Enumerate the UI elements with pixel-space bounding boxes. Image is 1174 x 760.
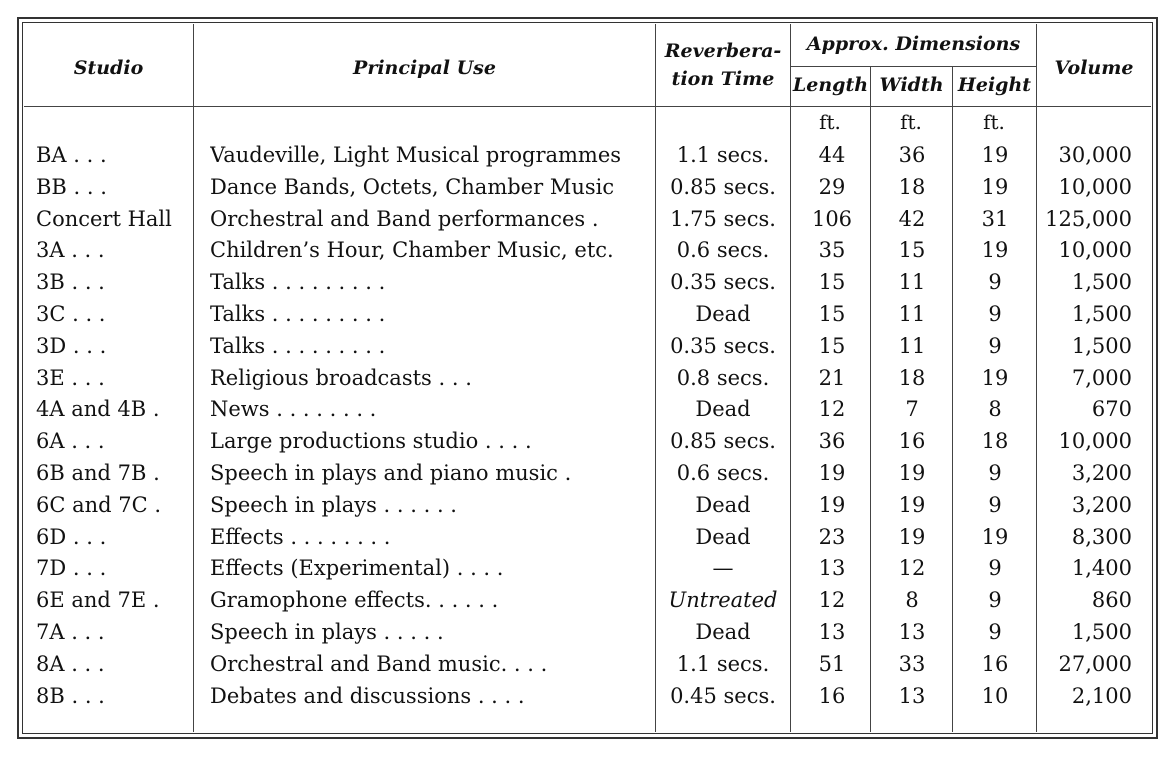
header-principal-use: Principal Use bbox=[353, 57, 496, 79]
studio-cell: 3D . . . bbox=[36, 333, 107, 358]
width-cell: 33 bbox=[898, 651, 926, 676]
width-cell: 18 bbox=[898, 365, 926, 390]
width-cell: 13 bbox=[898, 620, 926, 644]
length-cell: 16 bbox=[818, 683, 846, 708]
unit-width: ft. bbox=[900, 110, 922, 134]
studio-cell: Concert Hall bbox=[36, 206, 172, 231]
height-cell: 31 bbox=[981, 206, 1009, 231]
length-cell: 36 bbox=[818, 429, 846, 454]
length-cell: 12 bbox=[818, 397, 846, 422]
principal-use-cell: Effects (Experimental) . . . . bbox=[210, 556, 504, 581]
width-cell: 19 bbox=[898, 461, 926, 485]
studio-cell: 3E . . . bbox=[36, 365, 105, 390]
header-width: Width bbox=[879, 74, 944, 96]
height-cell: 9 bbox=[988, 461, 1002, 485]
height-cell: 10 bbox=[981, 683, 1009, 708]
width-cell: 12 bbox=[898, 556, 926, 581]
table-row bbox=[0, 171, 1174, 203]
principal-use-cell: Gramophone effects. . . . . . bbox=[210, 588, 499, 613]
width-cell: 19 bbox=[898, 492, 926, 517]
volume-cell: 3,200 bbox=[1071, 492, 1132, 517]
reverberation-cell: 0.85 secs. bbox=[670, 429, 776, 454]
reverberation-cell: 0.6 secs. bbox=[676, 238, 770, 263]
studio-cell: 6B and 7B . bbox=[36, 461, 160, 485]
principal-use-cell: Speech in plays and piano music . bbox=[210, 461, 572, 485]
width-cell: 36 bbox=[898, 143, 926, 167]
volume-cell: 1,500 bbox=[1071, 620, 1132, 644]
studio-cell: 8B . . . bbox=[36, 683, 105, 708]
length-cell: 19 bbox=[818, 492, 846, 517]
width-cell: 11 bbox=[898, 270, 926, 295]
reverberation-cell: 1.1 secs. bbox=[676, 651, 770, 676]
studio-cell: 6A . . . bbox=[36, 429, 105, 454]
volume-cell: 10,000 bbox=[1058, 238, 1132, 263]
reverberation-cell: 0.6 secs. bbox=[676, 461, 770, 485]
reverberation-cell: 0.35 secs. bbox=[670, 333, 776, 358]
width-cell: 8 bbox=[905, 588, 919, 613]
studio-cell: BA . . . bbox=[36, 143, 107, 167]
volume-cell: 125,000 bbox=[1045, 206, 1132, 231]
reverberation-cell: — bbox=[712, 556, 734, 581]
height-cell: 8 bbox=[988, 397, 1002, 422]
dimensions-divider bbox=[791, 66, 1036, 67]
volume-cell: 30,000 bbox=[1058, 143, 1132, 167]
principal-use-cell: Children’s Hour, Chamber Music, etc. bbox=[210, 238, 614, 263]
volume-cell: 7,000 bbox=[1071, 365, 1132, 390]
principal-use-cell: Speech in plays . . . . . bbox=[210, 620, 444, 644]
principal-use-cell: Talks . . . . . . . . . bbox=[210, 302, 386, 326]
studio-cell: 6D . . . bbox=[36, 524, 107, 549]
volume-cell: 8,300 bbox=[1071, 524, 1132, 549]
length-cell: 106 bbox=[811, 206, 853, 231]
height-cell: 9 bbox=[988, 588, 1002, 613]
height-cell: 16 bbox=[981, 651, 1009, 676]
table-row bbox=[0, 552, 1174, 584]
length-cell: 29 bbox=[818, 174, 846, 199]
length-cell: 13 bbox=[818, 556, 846, 581]
reverberation-cell: Dead bbox=[695, 397, 751, 422]
principal-use-cell: Large productions studio . . . . bbox=[210, 429, 532, 454]
width-cell: 15 bbox=[898, 238, 926, 263]
principal-use-cell: Dance Bands, Octets, Chamber Music bbox=[210, 174, 615, 199]
length-cell: 21 bbox=[818, 365, 846, 390]
studio-cell: 7D . . . bbox=[36, 556, 107, 581]
studio-cell: 6E and 7E . bbox=[36, 588, 160, 613]
volume-cell: 1,500 bbox=[1071, 270, 1132, 295]
studio-cell: 4A and 4B . bbox=[36, 397, 160, 422]
reverberation-cell: Untreated bbox=[668, 588, 778, 613]
unit-length: ft. bbox=[819, 110, 841, 134]
width-cell: 11 bbox=[898, 333, 926, 358]
header-divider bbox=[24, 106, 1151, 107]
length-cell: 19 bbox=[818, 461, 846, 485]
table-row bbox=[0, 393, 1174, 425]
principal-use-cell: Effects . . . . . . . . bbox=[210, 524, 391, 549]
height-cell: 18 bbox=[981, 429, 1009, 454]
table-row bbox=[0, 266, 1174, 298]
length-cell: 15 bbox=[818, 302, 846, 326]
reverberation-cell: 0.45 secs. bbox=[670, 683, 776, 708]
studio-cell: 3B . . . bbox=[36, 270, 105, 295]
height-cell: 19 bbox=[981, 143, 1009, 167]
width-cell: 16 bbox=[898, 429, 926, 454]
principal-use-cell: Talks . . . . . . . . . bbox=[210, 270, 386, 295]
header-studio: Studio bbox=[73, 57, 144, 79]
reverberation-cell: Dead bbox=[695, 302, 751, 326]
principal-use-cell: Debates and discussions . . . . bbox=[210, 683, 525, 708]
studio-cell: BB . . . bbox=[36, 174, 107, 199]
length-cell: 15 bbox=[818, 333, 846, 358]
volume-cell: 3,200 bbox=[1071, 461, 1132, 485]
unit-height: ft. bbox=[983, 110, 1005, 134]
studio-cell: 3C . . . bbox=[36, 302, 106, 326]
table-row bbox=[0, 298, 1174, 330]
studio-cell: 7A . . . bbox=[36, 620, 105, 644]
principal-use-cell: Orchestral and Band performances . bbox=[210, 206, 599, 231]
height-cell: 19 bbox=[981, 174, 1009, 199]
reverberation-cell: 1.1 secs. bbox=[676, 143, 770, 167]
width-cell: 11 bbox=[898, 302, 926, 326]
header-volume: Volume bbox=[1054, 57, 1134, 79]
header-reverberation-2: tion Time bbox=[671, 68, 775, 90]
reverberation-cell: 0.8 secs. bbox=[676, 365, 770, 390]
reverberation-cell: 0.35 secs. bbox=[670, 270, 776, 295]
width-cell: 42 bbox=[898, 206, 926, 231]
volume-cell: 1,400 bbox=[1071, 556, 1132, 581]
table-row bbox=[0, 680, 1174, 712]
height-cell: 19 bbox=[981, 524, 1009, 549]
principal-use-cell: Religious broadcasts . . . bbox=[210, 365, 472, 390]
width-cell: 18 bbox=[898, 174, 926, 199]
height-cell: 9 bbox=[988, 556, 1002, 581]
reverberation-cell: 1.75 secs. bbox=[670, 206, 776, 231]
reverberation-cell: Dead bbox=[695, 524, 751, 549]
volume-cell: 10,000 bbox=[1058, 174, 1132, 199]
height-cell: 19 bbox=[981, 365, 1009, 390]
table-row bbox=[0, 616, 1174, 648]
length-cell: 15 bbox=[818, 270, 846, 295]
width-cell: 19 bbox=[898, 524, 926, 549]
principal-use-cell: Orchestral and Band music. . . . bbox=[210, 651, 548, 676]
table-row bbox=[0, 234, 1174, 266]
volume-cell: 860 bbox=[1091, 588, 1132, 613]
table-row bbox=[0, 489, 1174, 521]
height-cell: 9 bbox=[988, 492, 1002, 517]
table-row bbox=[0, 521, 1174, 553]
volume-cell: 670 bbox=[1091, 397, 1132, 422]
reverberation-cell: Dead bbox=[695, 492, 751, 517]
length-cell: 51 bbox=[818, 651, 846, 676]
height-cell: 9 bbox=[988, 302, 1002, 326]
volume-cell: 1,500 bbox=[1071, 302, 1132, 326]
table-row bbox=[0, 330, 1174, 362]
principal-use-cell: Speech in plays . . . . . . bbox=[210, 492, 457, 517]
table-row bbox=[0, 139, 1174, 171]
table-row bbox=[0, 457, 1174, 489]
length-cell: 13 bbox=[818, 620, 846, 644]
principal-use-cell: Talks . . . . . . . . . bbox=[210, 333, 386, 358]
table-row bbox=[0, 203, 1174, 235]
width-cell: 7 bbox=[905, 397, 919, 422]
principal-use-cell: Vaudeville, Light Musical programmes bbox=[210, 143, 622, 167]
studio-cell: 3A . . . bbox=[36, 238, 105, 263]
width-cell: 13 bbox=[898, 683, 926, 708]
length-cell: 35 bbox=[818, 238, 846, 263]
length-cell: 23 bbox=[818, 524, 846, 549]
studio-cell: 8A . . . bbox=[36, 651, 105, 676]
table-row bbox=[0, 362, 1174, 394]
length-cell: 44 bbox=[818, 143, 846, 167]
volume-cell: 1,500 bbox=[1071, 333, 1132, 358]
header-height: Height bbox=[957, 74, 1032, 96]
volume-cell: 27,000 bbox=[1058, 651, 1132, 676]
volume-cell: 2,100 bbox=[1071, 683, 1132, 708]
table-row bbox=[0, 648, 1174, 680]
table-row bbox=[0, 584, 1174, 616]
studio-cell: 6C and 7C . bbox=[36, 492, 162, 517]
reverberation-cell: 0.85 secs. bbox=[670, 174, 776, 199]
header-approx-dimensions: Approx. Dimensions bbox=[806, 33, 1021, 55]
height-cell: 9 bbox=[988, 620, 1002, 644]
volume-cell: 10,000 bbox=[1058, 429, 1132, 454]
height-cell: 19 bbox=[981, 238, 1009, 263]
height-cell: 9 bbox=[988, 270, 1002, 295]
height-cell: 9 bbox=[988, 333, 1002, 358]
table-row bbox=[0, 425, 1174, 457]
reverberation-cell: Dead bbox=[695, 620, 751, 644]
header-reverberation-1: Reverbera- bbox=[664, 40, 782, 62]
length-cell: 12 bbox=[818, 588, 846, 613]
header-length: Length bbox=[792, 74, 869, 96]
principal-use-cell: News . . . . . . . . bbox=[210, 397, 377, 422]
